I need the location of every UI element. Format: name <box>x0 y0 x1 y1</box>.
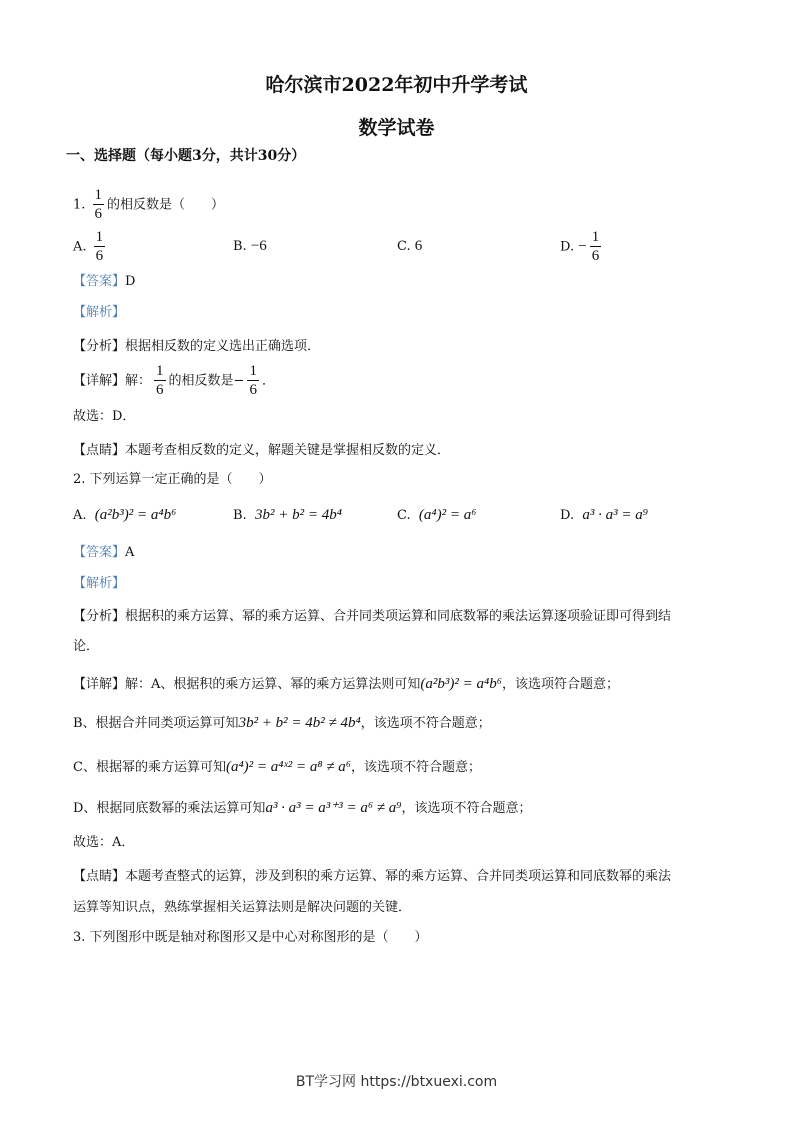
q2-analysis-tag: 【解析】 <box>73 576 126 591</box>
fenxi-text: 根据相反数的定义选出正确选项． <box>125 339 321 354</box>
fenxi-tag: 【分析】 <box>73 339 126 354</box>
detail-text: ，该选项符合题意； <box>501 677 619 692</box>
q2-choose: 故选：A． <box>73 835 135 850</box>
option-value: −6 <box>250 238 267 254</box>
detail-text: ，该选项不符合题意； <box>351 760 482 775</box>
numerator: 1 <box>94 187 103 203</box>
question-1 <box>73 188 224 222</box>
comment-tag: 【点睛】 <box>73 443 126 458</box>
option-label: B. <box>233 239 247 254</box>
comment-text: 本题考查整式的运算，涉及到积的乘方运算、幂的乘方运算、合并同类项运算和同底数幂的乘法 <box>125 869 672 884</box>
denominator: 6 <box>156 382 164 398</box>
q2-fenxi <box>73 607 671 627</box>
numerator: 1 <box>591 229 600 245</box>
question-number: 3. <box>73 930 86 945</box>
q2-comment-cont: 运算等知识点，熟练掌握相关运算法则是解决问题的关键． <box>73 900 412 915</box>
question-stem: 下列运算一定正确的是（ ） <box>89 472 272 487</box>
detail-expr: a³ · a³ = a³⁺³ = a⁶ ≠ a⁹ <box>265 800 402 816</box>
detail-text: 解： <box>125 373 152 389</box>
detail-text: ，该选项不符合题意； <box>401 801 532 816</box>
detail-text: 的相反数是− <box>168 373 245 389</box>
comment-tag: 【点睛】 <box>73 869 126 884</box>
option-label: A. <box>73 239 87 255</box>
answer-value: A <box>125 545 135 560</box>
detail-text: D、根据同底数幂的乘法运算可知 <box>73 801 266 816</box>
q1-comment <box>73 441 450 461</box>
comment-text: 本题考查相反数的定义，解题关键是掌握相反数的定义． <box>125 443 451 458</box>
q1-fenxi <box>73 337 320 357</box>
fraction <box>94 230 106 264</box>
section-heading: 一、选择题（每小题3分，共计30分） <box>66 148 306 164</box>
option-label: D. <box>560 239 575 255</box>
detail-text: C、根据幂的乘方运算可知 <box>73 760 226 775</box>
detail-text: ． <box>261 373 275 389</box>
detail-expr: (a⁴)² = a⁴ˣ² = a⁸ ≠ a⁶ <box>225 759 352 775</box>
q2-detail-b <box>73 713 491 734</box>
page-subtitle: 数学试卷 <box>358 117 435 139</box>
detail-tag: 【详解】 <box>73 677 126 692</box>
detail-tag: 【详解】 <box>73 373 126 389</box>
fraction <box>154 364 166 398</box>
q2-fenxi-cont: 论． <box>73 639 100 654</box>
option-label: B. <box>233 508 247 523</box>
denominator: 6 <box>591 248 600 264</box>
detail-text: ，该选项不符合题意； <box>360 716 491 731</box>
option-label: A. <box>73 508 87 523</box>
q2-option-c[interactable] <box>397 507 476 524</box>
option-expr: (a²b³)² = a⁴b⁶ <box>94 507 177 523</box>
option-value: 6 <box>414 238 423 254</box>
denominator: 6 <box>95 248 104 264</box>
q1-option-d[interactable] <box>560 230 604 264</box>
question-stem: 下列图形中既是轴对称图形又是中心对称图形的是（ ） <box>89 930 428 945</box>
option-label: C. <box>397 239 411 254</box>
question-number: 2. <box>73 472 86 487</box>
denominator: 6 <box>249 382 257 398</box>
fraction <box>93 188 105 222</box>
q1-option-c[interactable] <box>397 238 422 255</box>
q2-option-d[interactable] <box>560 507 648 524</box>
q1-analysis-tag: 【解析】 <box>73 305 126 320</box>
option-label: D. <box>560 508 575 523</box>
question-stem: 的相反数是（ ） <box>107 197 225 213</box>
detail-text: B、根据合并同类项运算可知 <box>73 716 239 731</box>
q2-answer <box>73 543 134 563</box>
question-3 <box>73 928 428 948</box>
q1-option-b[interactable] <box>233 238 267 255</box>
question-number: 1. <box>73 197 86 213</box>
option-expr: 3b² + b² = 4b⁴ <box>254 507 342 523</box>
q1-answer <box>73 272 135 292</box>
q2-option-b[interactable] <box>233 507 342 524</box>
answer-value: D <box>125 274 136 289</box>
option-expr: a³ · a³ = a⁹ <box>582 507 648 523</box>
fraction <box>247 364 259 398</box>
fenxi-text: 根据积的乘方运算、幂的乘方运算、合并同类项运算和同底数幂的乘法运算逐项验证即可得到结 <box>125 609 672 624</box>
answer-tag: 【答案】 <box>73 545 126 560</box>
fenxi-tag: 【分析】 <box>73 609 126 624</box>
numerator: 1 <box>249 363 257 379</box>
q2-detail-a <box>73 674 619 695</box>
fraction <box>590 230 602 264</box>
q2-detail-c <box>73 757 481 778</box>
detail-expr: 3b² + b² = 4b² ≠ 4b⁴ <box>238 715 361 731</box>
minus-sign: − <box>578 238 587 255</box>
detail-text: 解：A、根据积的乘方运算、幂的乘方运算法则可知 <box>125 677 421 692</box>
numerator: 1 <box>156 363 164 379</box>
answer-tag: 【答案】 <box>73 274 126 289</box>
footer-watermark: BT学习网 https://btxuexi.com <box>295 1074 498 1090</box>
q2-detail-d <box>73 798 532 819</box>
page-title: 哈尔滨市2022年初中升学考试 <box>265 74 528 96</box>
q2-option-a[interactable] <box>73 507 176 524</box>
q1-detail <box>73 364 275 398</box>
q1-option-a[interactable] <box>73 230 108 264</box>
numerator: 1 <box>95 229 104 245</box>
option-expr: (a⁴)² = a⁶ <box>418 507 477 523</box>
option-label: C. <box>397 508 411 523</box>
denominator: 6 <box>94 206 103 222</box>
detail-expr: (a²b³)² = a⁴b⁶ <box>420 676 502 692</box>
q2-comment <box>73 867 671 887</box>
question-2 <box>73 470 272 490</box>
q1-choose: 故选：D． <box>73 409 136 424</box>
